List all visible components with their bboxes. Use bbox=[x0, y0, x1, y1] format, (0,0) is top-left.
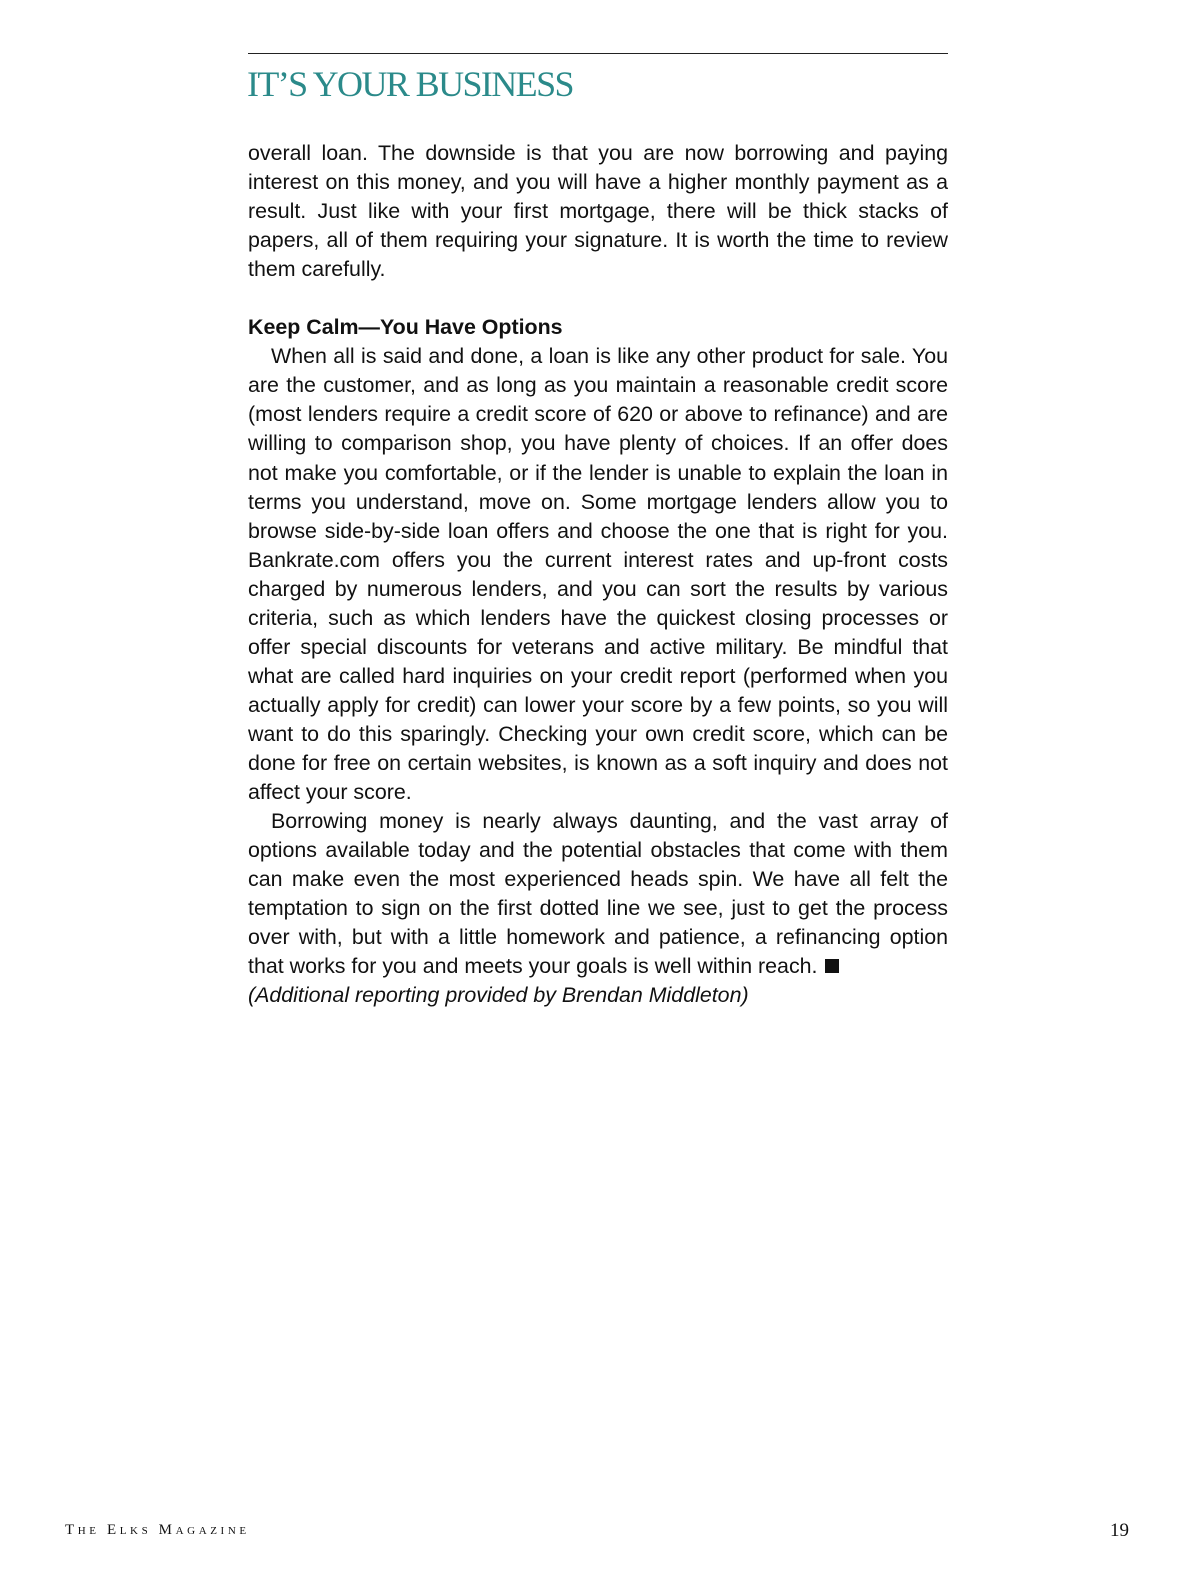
header-rule bbox=[248, 53, 948, 54]
final-paragraph-text: Borrowing money is nearly always daunting, and the vast array of options available today and the potential obstacles that come with them can make even the most experienced heads spin. We have all felt the temptation to sign on the first dotted line we see, just to get the process over with, but with a little homework and patience, a refinancing option that works for you and meets your goals is well within reach. bbox=[248, 809, 948, 979]
end-of-article-square-icon bbox=[825, 959, 839, 973]
page-number: 19 bbox=[1110, 1520, 1129, 1541]
article-subheading: Keep Calm—You Have Options bbox=[248, 315, 563, 340]
article-paragraph: When all is said and done, a loan is like any other product for sale. You are the customer, and as long as you maintain a reasonable credit score (most lenders require a credit score of 620 or above to refinance) and are willing to comparison shop, you have plenty of choices. If an offer does not make you comfortable, or if the lender is unable to explain the loan in terms you understand, move on. Some mortgage lenders allow you to browse side-by-side loan offers and choose the one that is right for you. Bankrate.com offers you the current interest rates and up-front costs charged by numerous lenders, and you can sort the results by various criteria, such as which lenders have the quickest closing processes or offer special discounts for veterans and active military. Be mindful that what are called hard inquiries on your credit report (performed when you actually apply for credit) can lower your score by a few points, so you will want to do this sparingly. Checking your own credit score, which can be done for free on certain websites, is known as a soft inquiry and does not affect your score. bbox=[248, 344, 948, 805]
section-title: IT’S YOUR BUSINESS bbox=[247, 64, 573, 104]
reporting-credit: (Additional reporting provided by Brendan Middleton) bbox=[248, 983, 749, 1008]
article-body bbox=[248, 139, 948, 1010]
article-paragraph-final bbox=[248, 807, 948, 981]
article-paragraph: overall loan. The downside is that you are now borrowing and paying interest on this money, and you will have a higher monthly payment as a result. Just like with your first mortgage, there will be thick stacks of papers, all of them requiring your signature. It is worth the time to review them carefully. bbox=[248, 141, 948, 282]
footer-magazine-name: The Elks Magazine bbox=[65, 1522, 250, 1538]
